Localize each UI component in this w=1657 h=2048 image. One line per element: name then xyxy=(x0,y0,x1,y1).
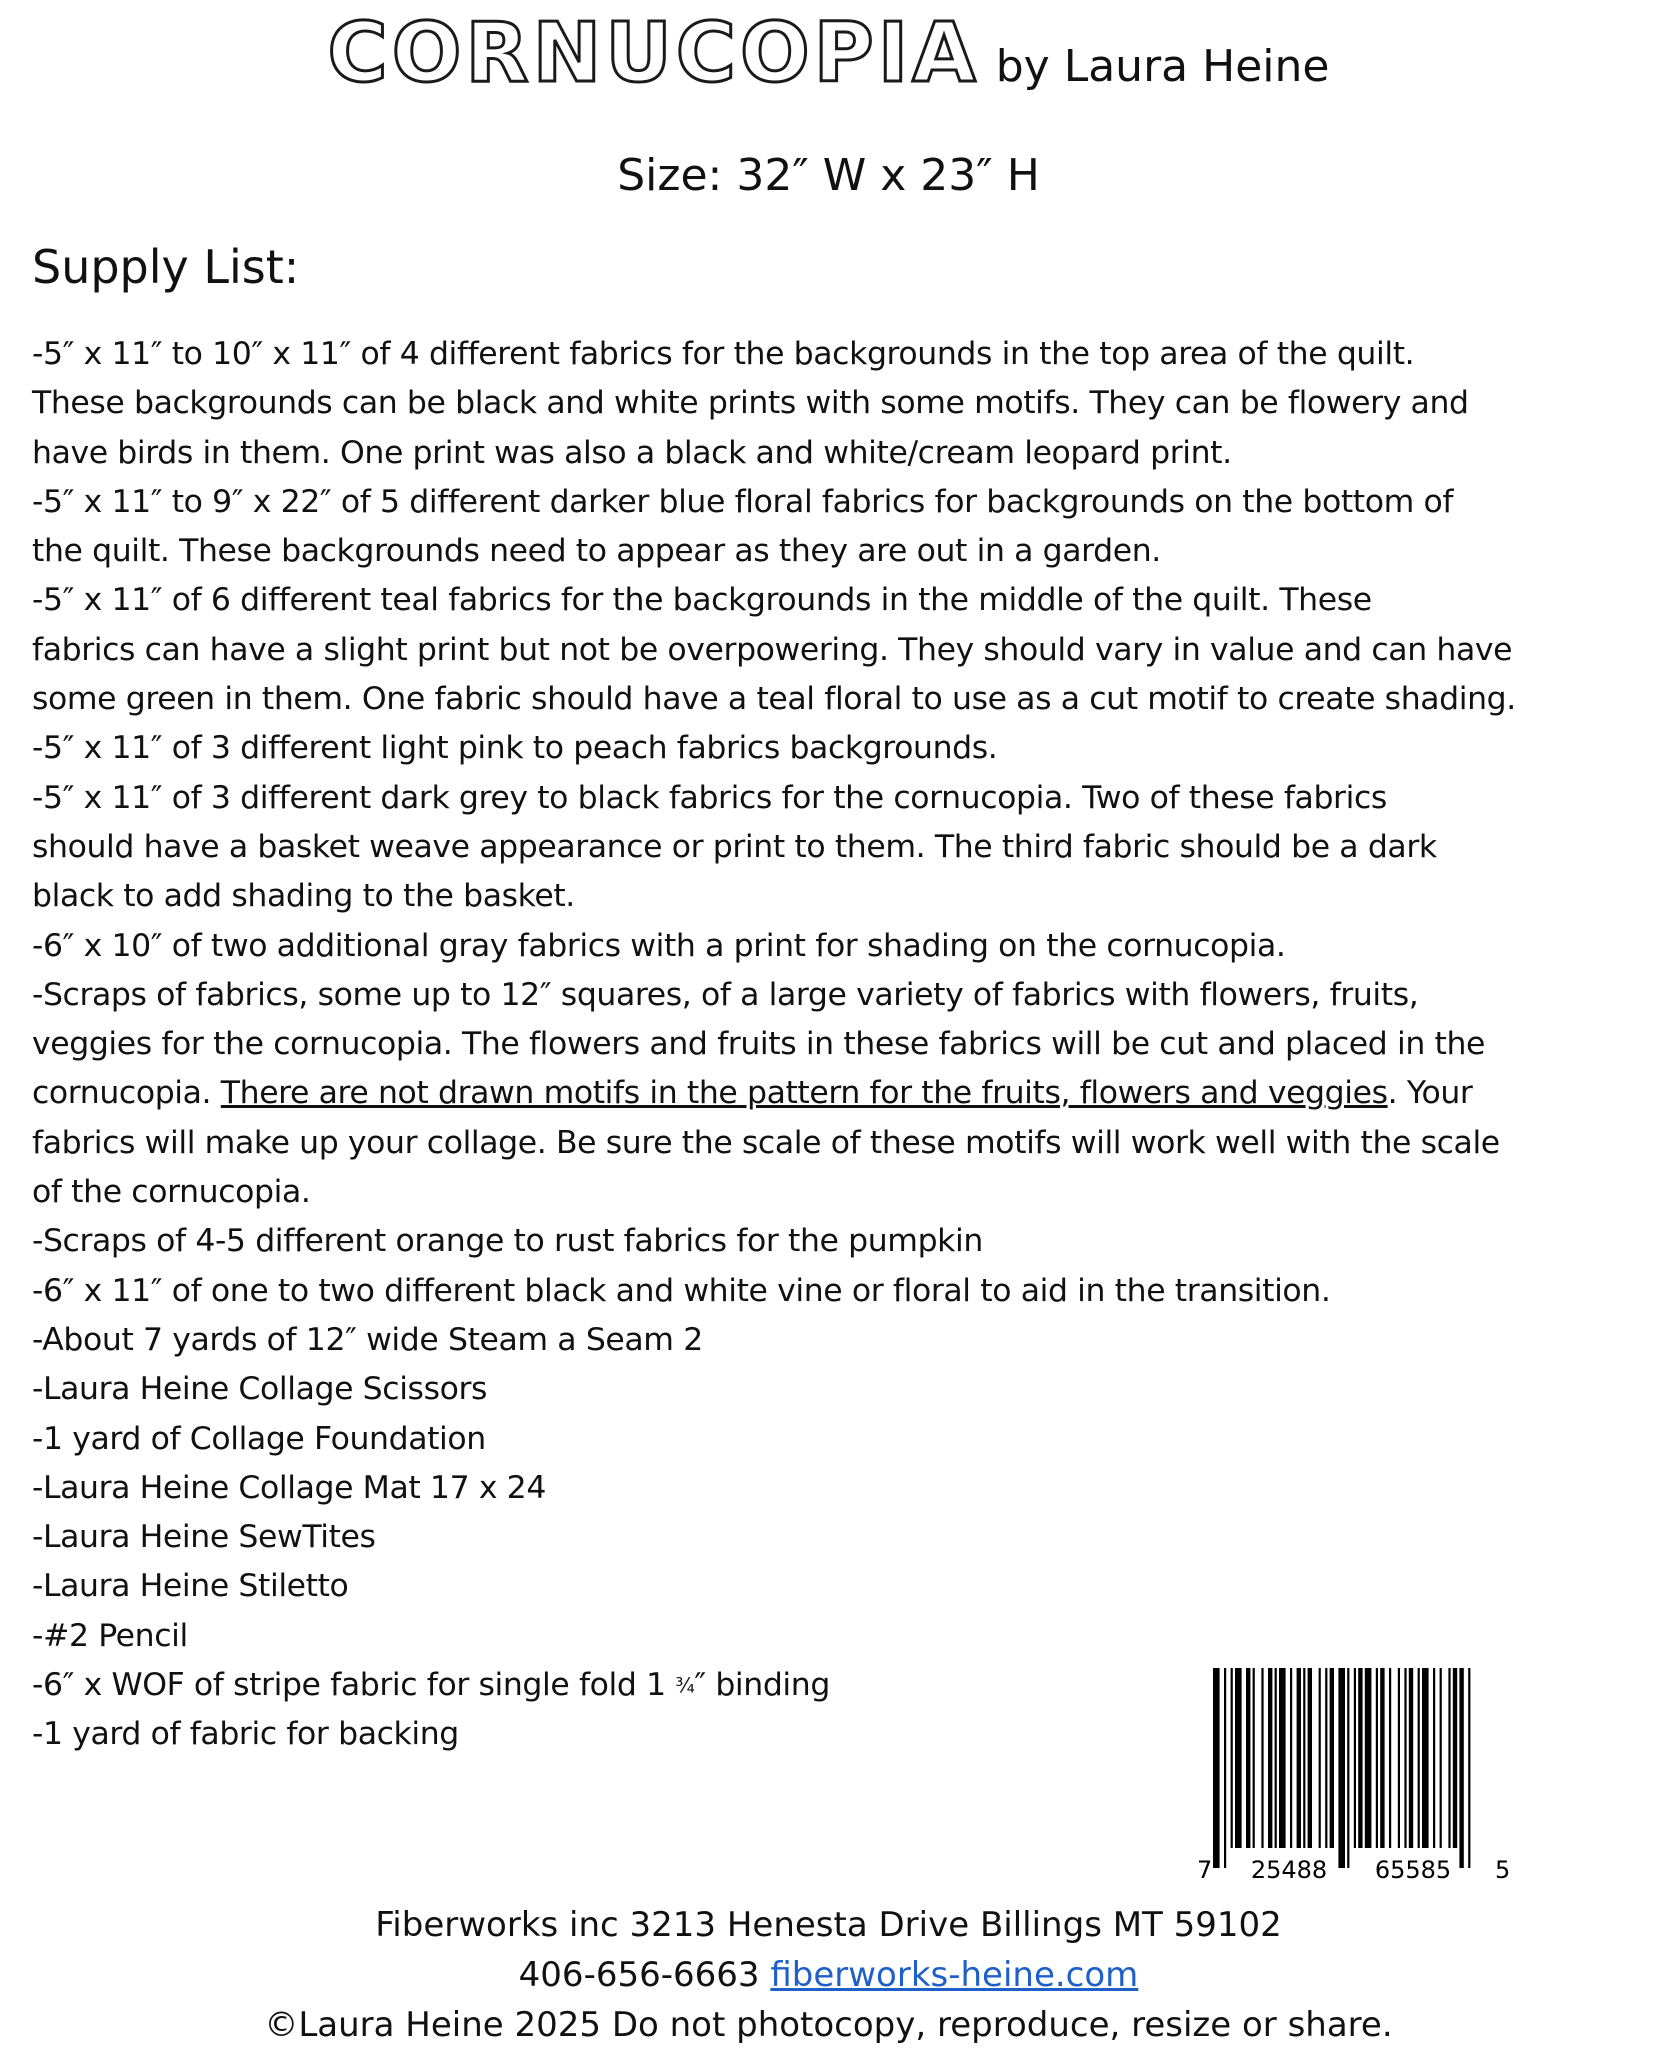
barcode-bar xyxy=(1261,1668,1263,1848)
supply-line: -1 yard of fabric for backing xyxy=(32,1716,459,1753)
supply-line: should have a basket weave appearance or print to them. The third fabric should be a dark xyxy=(32,828,1437,865)
barcode-bar xyxy=(1235,1668,1242,1848)
barcode-bar xyxy=(1319,1668,1321,1848)
supply-line-part: ″ binding xyxy=(694,1667,830,1704)
barcode-bar xyxy=(1338,1668,1345,1868)
supply-line: -5″ x 11″ to 10″ x 11″ of 4 different fabrics for the backgrounds in the top area of the quilt. xyxy=(32,336,1415,372)
supply-line-with-underline xyxy=(32,1069,1632,1118)
supply-line: -5″ x 11″ of 6 different teal fabrics for the backgrounds in the middle of the quilt. These xyxy=(32,582,1372,619)
barcode-bar xyxy=(1347,1668,1349,1868)
barcode-bar xyxy=(1453,1668,1457,1848)
header xyxy=(0,6,1657,101)
supply-line-part: cornucopia. xyxy=(32,1075,221,1112)
supply-line: -Laura Heine Collage Scissors xyxy=(32,1371,488,1408)
barcode-bar xyxy=(1253,1668,1255,1848)
supply-line: -5″ x 11″ of 3 different dark grey to black fabrics for the cornucopia. Two of these fabrics xyxy=(32,779,1387,816)
supply-line: of the cornucopia. xyxy=(32,1174,311,1211)
supply-line: fabrics will make up your collage. Be sure the scale of these motifs will work well with the scale xyxy=(32,1124,1500,1161)
barcode-bar xyxy=(1398,1668,1400,1848)
barcode-bar xyxy=(1448,1668,1450,1848)
barcode-bar xyxy=(1365,1668,1372,1848)
supply-line: veggies for the cornucopia. The flowers and fruits in these fabrics will be cut and placed in the xyxy=(32,1026,1486,1063)
barcode-bar xyxy=(1224,1668,1226,1868)
supply-line: -6″ x 11″ of one to two different black and white vine or floral to aid in the transition. xyxy=(32,1272,1331,1309)
barcode-bar xyxy=(1354,1668,1356,1848)
barcode-bar xyxy=(1422,1668,1429,1848)
copyright-notice: ©Laura Heine 2025 Do not photocopy, reproduce, resize or share. xyxy=(264,2005,1393,2045)
supply-line: -About 7 yards of 12″ wide Steam a Seam 2 xyxy=(32,1321,703,1358)
barcode-bar xyxy=(1213,1668,1220,1868)
supply-line-part: . Your xyxy=(1387,1075,1473,1112)
barcode-digit-first: 7 xyxy=(1197,1856,1213,1884)
quilt-size: Size: 32″ W x 23″ H xyxy=(617,150,1040,201)
supply-line: fabrics can have a slight print but not be overpowering. They should vary in value and can have xyxy=(32,631,1513,668)
barcode-bar xyxy=(1290,1668,1292,1848)
supply-list-heading: Supply List: xyxy=(32,240,300,294)
supply-line: -1 yard of Collage Foundation xyxy=(32,1420,486,1457)
barcode-bar xyxy=(1468,1668,1470,1868)
barcode-bar xyxy=(1459,1668,1463,1868)
fraction: ¾ xyxy=(675,1673,695,1698)
barcode-bar xyxy=(1303,1668,1305,1848)
supply-line: -Scraps of 4-5 different orange to rust fabrics for the pumpkin xyxy=(32,1223,983,1260)
upc-barcode xyxy=(1195,1666,1525,1886)
barcode-bar xyxy=(1325,1668,1327,1848)
footer-contact xyxy=(0,1955,1657,1995)
supply-line: -Scraps of fabrics, some up to 12″ squares, of a large variety of fabrics with flowers, fruits, xyxy=(32,976,1419,1013)
barcode-digit-last: 5 xyxy=(1495,1856,1511,1884)
supply-line: -6″ x 10″ of two additional gray fabrics with a print for shading on the cornucopia. xyxy=(32,927,1286,964)
supply-line: -5″ x 11″ of 3 different light pink to peach fabrics backgrounds. xyxy=(32,730,998,767)
barcode-bar xyxy=(1433,1668,1435,1848)
underlined-note: There are not drawn motifs in the pattern for the fruits, flowers and veggies xyxy=(220,1075,1388,1112)
supply-line: -#2 Pencil xyxy=(32,1617,188,1654)
supply-line: These backgrounds can be black and white prints with some motifs. They can be flowery and xyxy=(32,385,1469,422)
supply-line: have birds in them. One print was also a black and white/cream leopard print. xyxy=(32,434,1232,471)
barcode-bar xyxy=(1268,1668,1272,1848)
barcode-bar xyxy=(1380,1668,1384,1848)
pattern-title: CORNUCOPIA xyxy=(327,6,980,101)
supply-line: the quilt. These backgrounds need to appear as they are out in a garden. xyxy=(32,533,1161,570)
supply-line-part: -6″ x WOF of stripe fabric for single fold 1 xyxy=(32,1667,676,1704)
supply-line: some green in them. One fabric should have a teal floral to use as a cut motif to create shading. xyxy=(32,681,1516,718)
phone-number: 406-656-6663 xyxy=(518,1955,760,1995)
supply-line: black to add shading to the basket. xyxy=(32,878,575,915)
barcode-bar xyxy=(1389,1668,1391,1848)
barcode-group-right: 65585 xyxy=(1374,1856,1452,1884)
barcode-bar xyxy=(1418,1668,1420,1848)
barcode-bar xyxy=(1440,1668,1442,1848)
barcode-bar xyxy=(1246,1668,1250,1848)
barcode-bar xyxy=(1297,1668,1301,1848)
barcode-bar xyxy=(1404,1668,1406,1848)
supply-line: -5″ x 11″ to 9″ x 22″ of 5 different darker blue floral fabrics for backgrounds on the bottom of xyxy=(32,483,1454,520)
barcode-bar xyxy=(1376,1668,1378,1848)
barcode-bar xyxy=(1279,1668,1286,1848)
supply-line: -Laura Heine Stiletto xyxy=(32,1568,349,1605)
website-link[interactable]: fiberworks-heine.com xyxy=(770,1955,1139,1995)
barcode-bars xyxy=(1213,1668,1470,1868)
byline: by Laura Heine xyxy=(995,41,1330,92)
barcode-bar xyxy=(1330,1668,1334,1848)
barcode-bar xyxy=(1308,1668,1312,1848)
supply-list xyxy=(32,330,1632,1760)
supply-line: -Laura Heine SewTites xyxy=(32,1519,376,1556)
barcode-bar xyxy=(1358,1668,1362,1848)
supply-line: -Laura Heine Collage Mat 17 x 24 xyxy=(32,1469,546,1506)
barcode-bar xyxy=(1231,1668,1233,1848)
barcode-bar xyxy=(1409,1668,1413,1848)
footer-address: Fiberworks inc 3213 Henesta Drive Billings MT 59102 xyxy=(375,1905,1282,1945)
barcode-bar xyxy=(1275,1668,1277,1848)
barcode-group-left: 25488 xyxy=(1250,1856,1328,1884)
